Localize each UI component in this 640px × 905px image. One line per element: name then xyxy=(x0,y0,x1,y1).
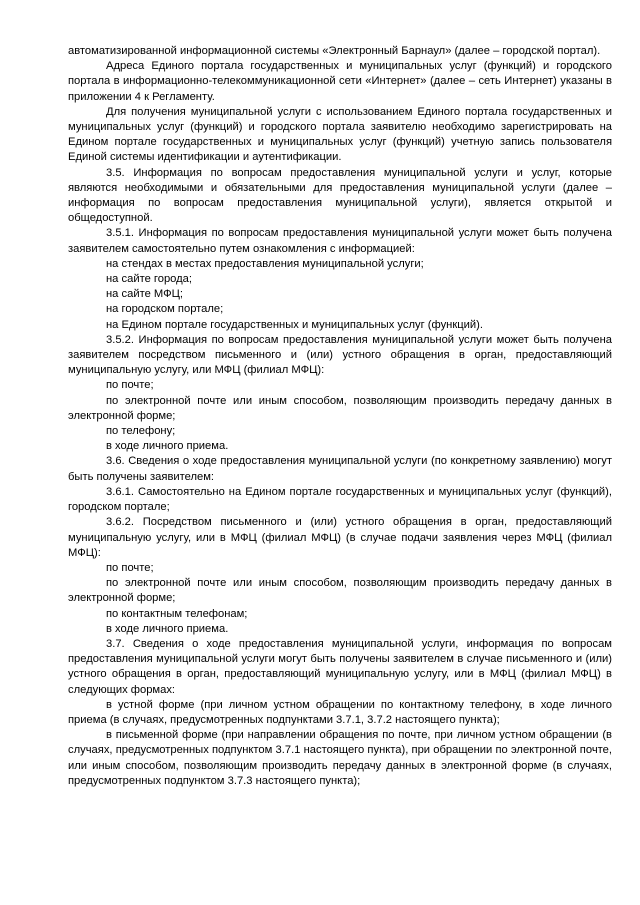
list-item: на Едином портале государственных и муниципальных услуг (функций). xyxy=(106,318,483,331)
list-item: на сайте МФЦ; xyxy=(106,288,183,301)
paragraph: 3.6.1. Самостоятельно на Едином портале государственных и муниципальных услуг (функций), городском портале; xyxy=(68,485,612,514)
list-item: в ходе личного приема. xyxy=(106,440,229,453)
list-item: на городском портале; xyxy=(106,303,224,316)
paragraph: Адреса Единого портала государственных и муниципальных услуг (функций) и городского портала в информационно-телекоммуникационной сети «Интернет» (далее – сеть Интернет) указаны в приложении 4 к Регламенту. xyxy=(68,60,612,103)
paragraph: 3.7. Сведения о ходе предоставления муниципальной услуги, информация по вопросам предоставления муниципальной услуги могут быть получены заявителем в случае письменного и (или) устного обращения в орган, предоставляющий муниципальную услугу, или в МФЦ (филиал МФЦ) в следующих формах: xyxy=(68,637,612,696)
list-item: в ходе личного приема. xyxy=(106,622,229,635)
paragraph: 3.6. Сведения о ходе предоставления муниципальной услуги (по конкретному заявлению) могут быть получены заявителем: xyxy=(68,455,612,483)
paragraph: 3.5.2. Информация по вопросам предоставления муниципальной услуги может быть получена заявителем посредством письменного и (или) устного обращения в орган, предоставляющий муниципальную услугу, или МФЦ (филиал МФЦ): xyxy=(68,333,612,377)
list-item: в письменной форме (при направлении обращения по почте, при личном устном обращении (в случаях, предусмотренных подпунктом 3.7.1 настоящего пункта), при обращении по электронной почте, или иным способом, позволяющим производить передачу данных в электронной форме (в случаях, предусмотренных подпунктом 3.7.3 настоящего пункта); xyxy=(68,729,612,787)
document-body xyxy=(68,44,612,789)
list-item: по почте; xyxy=(106,379,154,392)
list-item: в устной форме (при личном устном обращении по контактному телефону, в ходе личного приема (в случаях, предусмотренных подпунктами 3.7.1, 3.7.2 настоящего пункта); xyxy=(68,698,612,726)
list-item: по телефону; xyxy=(106,425,176,438)
list-item: по электронной почте или иным способом, позволяющим производить передачу данных в электронной форме; xyxy=(68,394,612,422)
paragraph: 3.5.1. Информация по вопросам предоставления муниципальной услуги может быть получена заявителем самостоятельно путем ознакомления с информацией: xyxy=(68,227,612,255)
list-item: на сайте города; xyxy=(106,273,193,286)
list-item: по контактным телефонам; xyxy=(106,607,248,620)
list-item: на стендах в местах предоставления муниципальной услуги; xyxy=(106,257,424,270)
paragraph: автоматизированной информационной системы «Электронный Барнаул» (далее – городской портал). xyxy=(68,45,601,57)
paragraph: 3.5. Информация по вопросам предоставления муниципальной услуги и услуг, которые являются необходимыми и обязательными для предоставления муниципальной услуги (далее – информация по вопросам предоставления муниципальной услуги), является открытой и общедоступной. xyxy=(68,166,612,225)
paragraph: Для получения муниципальной услуги с использованием Единого портала государственных и муниципальных услуг (функций) и городского портала заявителю необходимо зарегистрировать на Едином портале государственных и муниципальных услуг (функций) учетную запись пользователя Единой системы идентификации и аутентификации. xyxy=(68,105,612,164)
list-item: по почте; xyxy=(106,561,154,574)
paragraph: 3.6.2. Посредством письменного и (или) устного обращения в орган, предоставляющий муниципальную услугу, или в МФЦ (филиал МФЦ) (в случае подачи заявления через МФЦ (филиал МФЦ): xyxy=(68,516,612,559)
list-item: по электронной почте или иным способом, позволяющим производить передачу данных в электронной форме; xyxy=(68,577,612,605)
